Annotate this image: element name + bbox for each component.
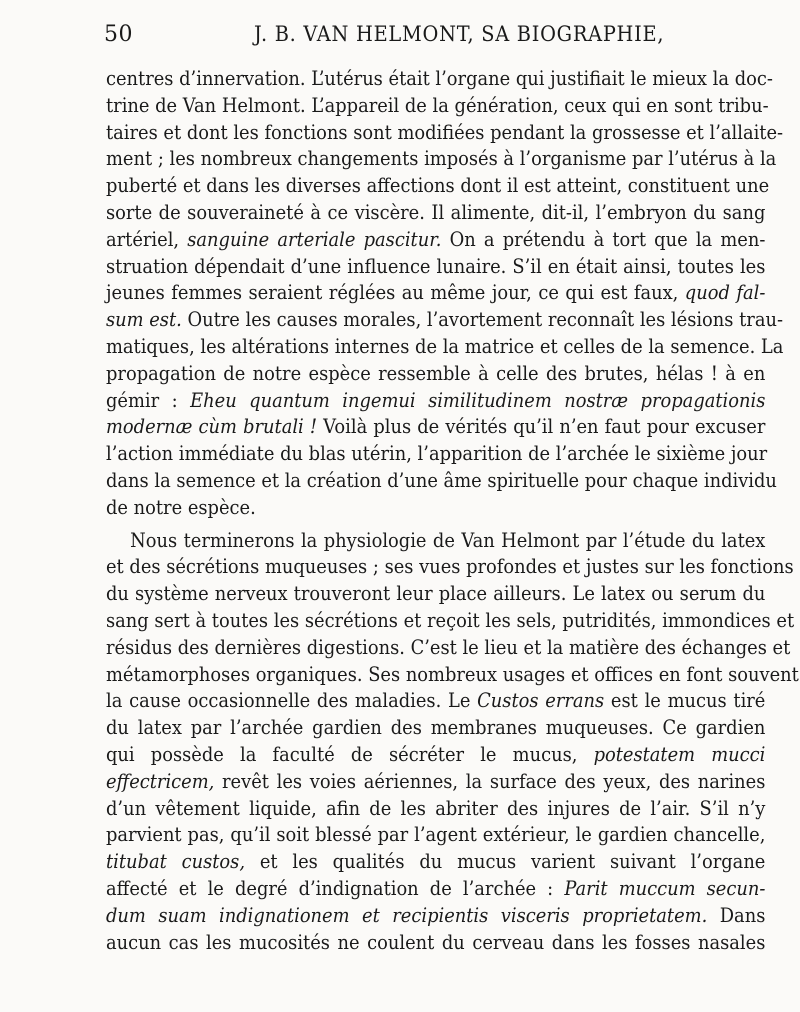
text-line: ment ; les nombreux changements imposés à l’organisme par l’utérus à la (106, 147, 777, 171)
latin-quote: Parit muccum secun- (564, 876, 766, 900)
text-line: qui possède la faculté de sécréter le mucus, potestatem mucci (106, 742, 766, 766)
text-line: titubat custos, et les qualités du mucus varient suivant l’organe (106, 850, 766, 874)
text-line: jeunes femmes seraient réglées au même jour, ce qui est faux, quod fal- (106, 281, 766, 305)
latin-quote: dum suam indignationem et recipientis visceris proprietatem. (106, 903, 708, 927)
latin-quote: Eheu quantum ingemui similitudinem nostræ propagationis (190, 388, 766, 412)
text-line: sum est. Outre les causes morales, l’avortement reconnaît les lésions trau- (106, 308, 783, 332)
text-line: matiques, les altérations internes de la matrice et celles de la semence. La (106, 334, 784, 358)
latin-quote: Custos errans (477, 689, 605, 713)
text-line: dum suam indignationem et recipientis visceris proprietatem. Dans (106, 903, 766, 927)
latin-quote: effectricem, (106, 769, 215, 793)
latin-quote: titubat custos, (106, 850, 246, 874)
text-line: résidus des dernières digestions. C’est le lieu et la matière des échanges et (106, 635, 791, 659)
latin-quote: sanguine arteriale pascitur. (187, 227, 442, 251)
text-line: et des sécrétions muqueuses ; ses vues profondes et justes sur les fonctions (106, 555, 794, 579)
text-line: d’un vêtement liquide, afin de les abriter des injures de l’air. S’il n’y (106, 796, 766, 820)
text-line: sorte de souveraineté à ce viscère. Il alimente, dit-il, l’embryon du sang (106, 200, 766, 224)
text-line: propagation de notre espèce ressemble à celle des brutes, hélas ! à en (106, 361, 766, 385)
body-text (106, 66, 799, 956)
text-line: de notre espèce. (106, 495, 256, 519)
text-line: l’action immédiate du blas utérin, l’apparition de l’archée le sixième jour (106, 442, 768, 466)
page-number: 50 (104, 22, 133, 47)
text-line: taires et dont les fonctions sont modifiées pendant la grossesse et l’allaite- (106, 120, 784, 144)
text-line: centres d’innervation. L’utérus était l’organe qui justifiait le mieux la doc- (106, 67, 773, 90)
text-line: dans la semence et la création d’une âme spirituelle pour chaque individu (106, 468, 777, 492)
text-line: artériel, sanguine arteriale pascitur. On a prétendu à tort que la men- (106, 227, 766, 251)
page-header (104, 22, 764, 52)
text-line: du latex par l’archée gardien des membranes muqueuses. Ce gardien (106, 716, 766, 740)
text-line: sang sert à toutes les sécrétions et reçoit les sels, putridités, immondices et (106, 608, 795, 632)
latin-quote: potestatem mucci (593, 742, 766, 766)
text-line: puberté et dans les diverses affections dont il est atteint, constituent une (106, 174, 770, 198)
text-line: aucun cas les mucosités ne coulent du cerveau dans les fosses nasales (106, 930, 766, 954)
text-line: effectricem, revêt les voies aériennes, la surface des yeux, des narines (106, 769, 766, 793)
text-line: métamorphoses organiques. Ses nombreux usages et offices en font souvent (106, 662, 799, 686)
running-title: J. B. VAN HELMONT, SA BIOGRAPHIE, (254, 22, 665, 46)
text-line: affecté et le degré d’indignation de l’archée : Parit muccum secun- (106, 876, 766, 900)
latin-quote: modernæ cùm brutali ! (106, 415, 318, 439)
text-line: modernæ cùm brutali ! Voilà plus de vérités qu’il n’en faut pour excuser (106, 415, 766, 439)
text-line: struation dépendait d’une influence lunaire. S’il en était ainsi, toutes les (106, 254, 766, 278)
latin-quote: quod fal- (684, 281, 766, 305)
text-line: du système nerveux trouveront leur place ailleurs. Le latex ou serum du (106, 582, 766, 606)
latin-quote: sum est. (106, 308, 182, 332)
text-line: la cause occasionnelle des maladies. Le Custos errans est le mucus tiré (106, 689, 766, 713)
text-line: trine de Van Helmont. L’appareil de la génération, ceux qui en sont tribu- (106, 93, 769, 117)
text-line: Nous terminerons la physiologie de Van Helmont par l’étude du latex (130, 528, 766, 552)
text-line: parvient pas, qu’il soit blessé par l’agent extérieur, le gardien chancelle, (106, 823, 766, 847)
text-line: gémir : Eheu quantum ingemui similitudinem nostræ propagationis (106, 388, 766, 412)
